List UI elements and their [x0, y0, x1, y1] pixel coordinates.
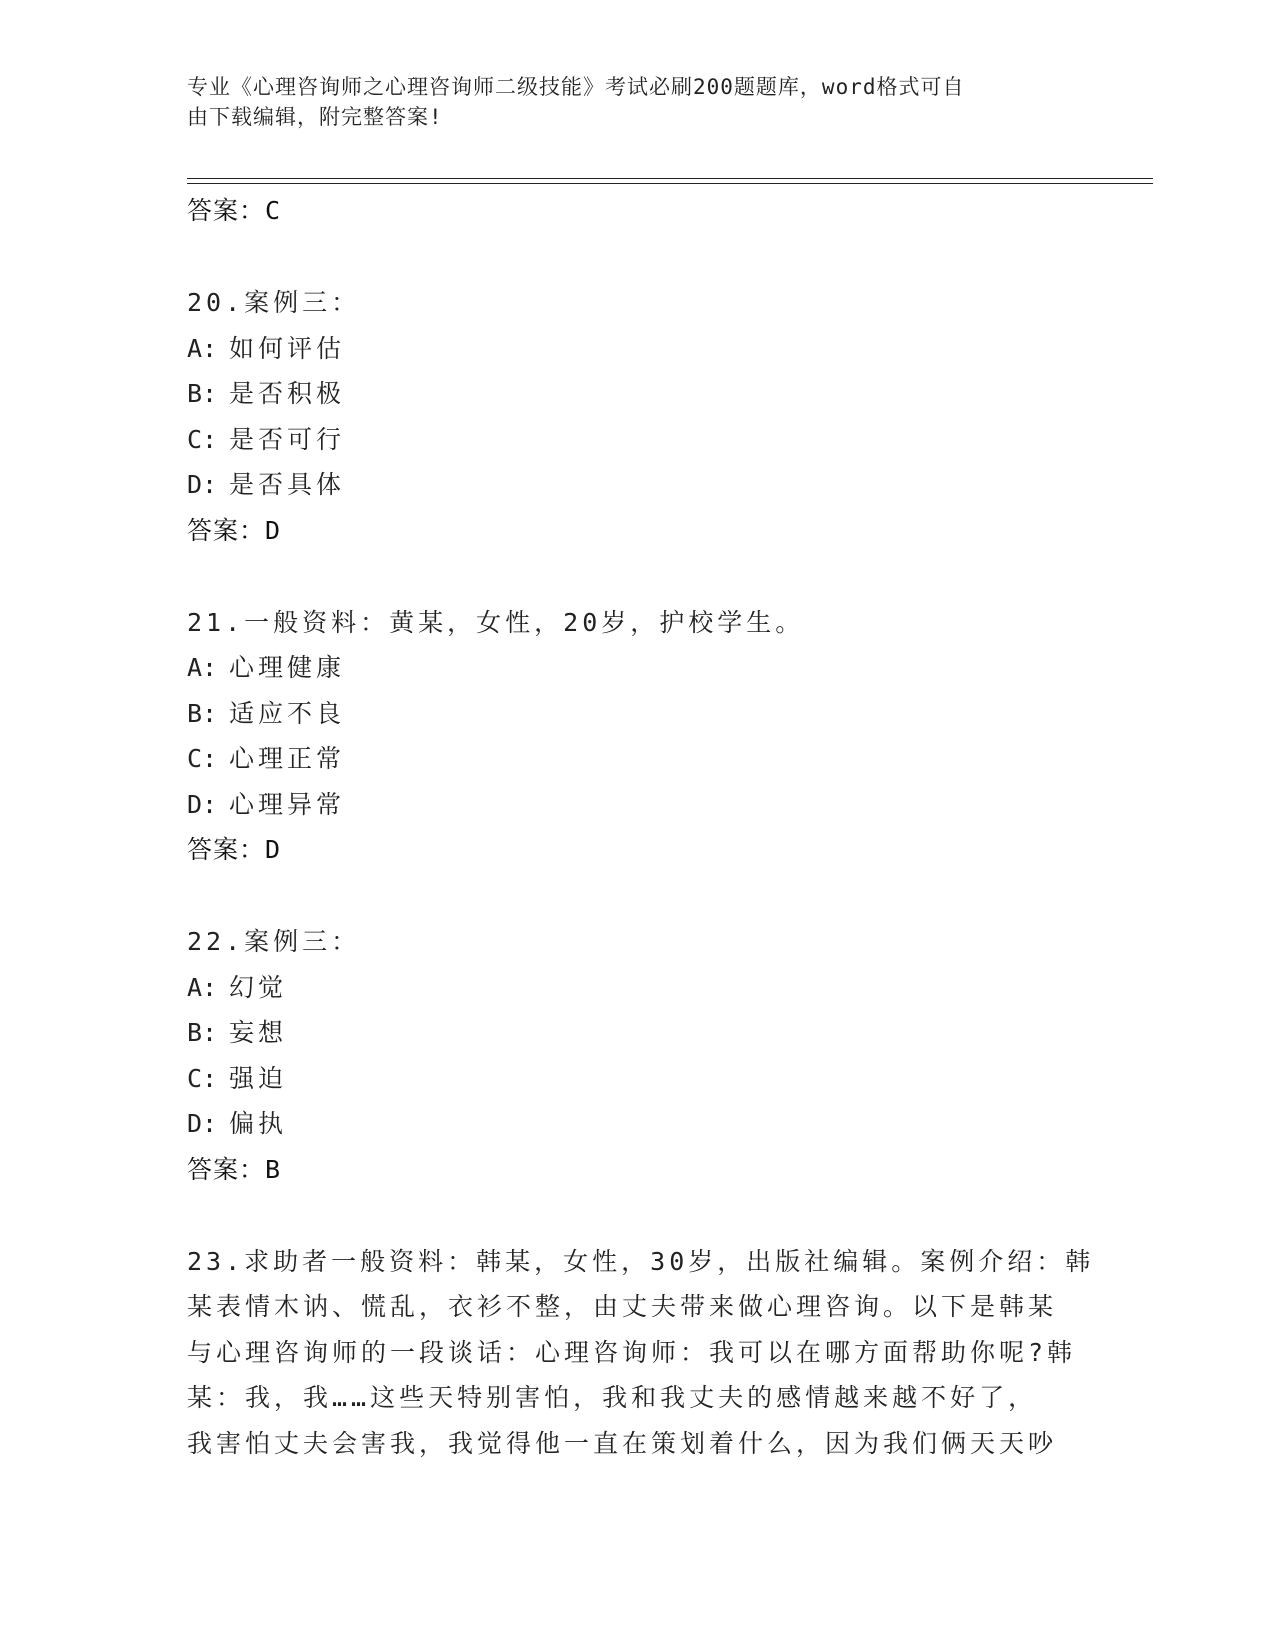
option-text: 心理正常 [229, 744, 346, 773]
answer-prefix: 答案： [187, 835, 266, 864]
answer-prefix: 答案： [187, 196, 266, 225]
option-text: 心理异常 [229, 789, 346, 819]
question-text-line: 23.求助者一般资料：韩某，女性，30岁，出版社编辑。案例介绍：韩 [187, 1246, 1095, 1276]
option-key: D: [187, 470, 218, 499]
answer-line [187, 827, 1087, 872]
option-key: D: [187, 789, 218, 819]
option-key: C: [187, 744, 218, 773]
option-key: C: [187, 424, 218, 454]
option-a [187, 326, 1087, 372]
option-key: B: [187, 698, 218, 728]
question-block [187, 919, 1087, 1192]
answer-prefix: 答案： [187, 1154, 266, 1184]
option-d [187, 782, 1087, 828]
answer-line [187, 188, 1087, 233]
question-text-line: 我害怕丈夫会害我，我觉得他一直在策划着什么，因为我们俩天天吵 [187, 1428, 1058, 1458]
option-key: B: [187, 1018, 218, 1047]
option-text: 强迫 [229, 1063, 288, 1093]
document-header [187, 72, 1067, 132]
option-c [187, 417, 1087, 463]
option-text: 幻觉 [229, 972, 288, 1002]
question-stem: 20.案例三： [187, 288, 361, 317]
option-d [187, 1101, 1087, 1147]
answer-line [187, 1147, 1087, 1192]
option-key: A: [187, 333, 218, 363]
option-text: 偏执 [229, 1109, 288, 1138]
question-text-line: 与心理咨询师的一段谈话：心理咨询师：我可以在哪方面帮助你呢?韩 [187, 1337, 1077, 1367]
answer-value: C [265, 196, 282, 225]
option-key: C: [187, 1063, 218, 1093]
option-key: A: [187, 653, 218, 682]
question-block [187, 1239, 1095, 1467]
answer-value: B [265, 1154, 282, 1184]
option-c [187, 1056, 1087, 1102]
option-key: D: [187, 1109, 218, 1138]
question-stem: 21.一般资料：黄某，女性，20岁，护校学生。 [187, 607, 805, 637]
option-text: 如何评估 [229, 333, 346, 363]
option-d [187, 462, 1087, 508]
option-a [187, 645, 1087, 691]
option-text: 是否可行 [229, 424, 346, 454]
option-text: 是否具体 [229, 470, 346, 499]
question-text-line: 某表情木讷、慌乱，衣衫不整，由丈夫带来做心理咨询。以下是韩某 [187, 1292, 1058, 1321]
option-text: 妄想 [229, 1018, 288, 1047]
answer-value: D [265, 835, 282, 864]
header-line-1: 专业《心理咨询师之心理咨询师二级技能》考试必刷200题题库，word格式可自 [187, 75, 965, 99]
option-text: 是否积极 [229, 379, 346, 408]
question-block [187, 600, 1087, 873]
option-b [187, 371, 1087, 417]
document-body [187, 188, 1095, 1466]
option-key: A: [187, 972, 218, 1002]
option-b [187, 1010, 1087, 1056]
header-line-2: 由下载编辑，附完整答案! [187, 105, 443, 129]
option-text: 心理健康 [229, 653, 346, 682]
header-divider-bottom [187, 183, 1153, 184]
option-a [187, 965, 1087, 1011]
option-text: 适应不良 [229, 698, 346, 728]
header-divider-top [187, 178, 1153, 179]
question-block [187, 280, 1087, 553]
option-key: B: [187, 379, 218, 408]
answer-value: D [265, 515, 282, 545]
option-c [187, 736, 1087, 782]
question-text-line: 某：我，我……这些天特别害怕，我和我丈夫的感情越来越不好了， [187, 1383, 1038, 1412]
answer-prefix: 答案： [187, 515, 266, 545]
option-b [187, 691, 1087, 737]
answer-line [187, 508, 1087, 553]
question-stem: 22.案例三： [187, 927, 361, 956]
